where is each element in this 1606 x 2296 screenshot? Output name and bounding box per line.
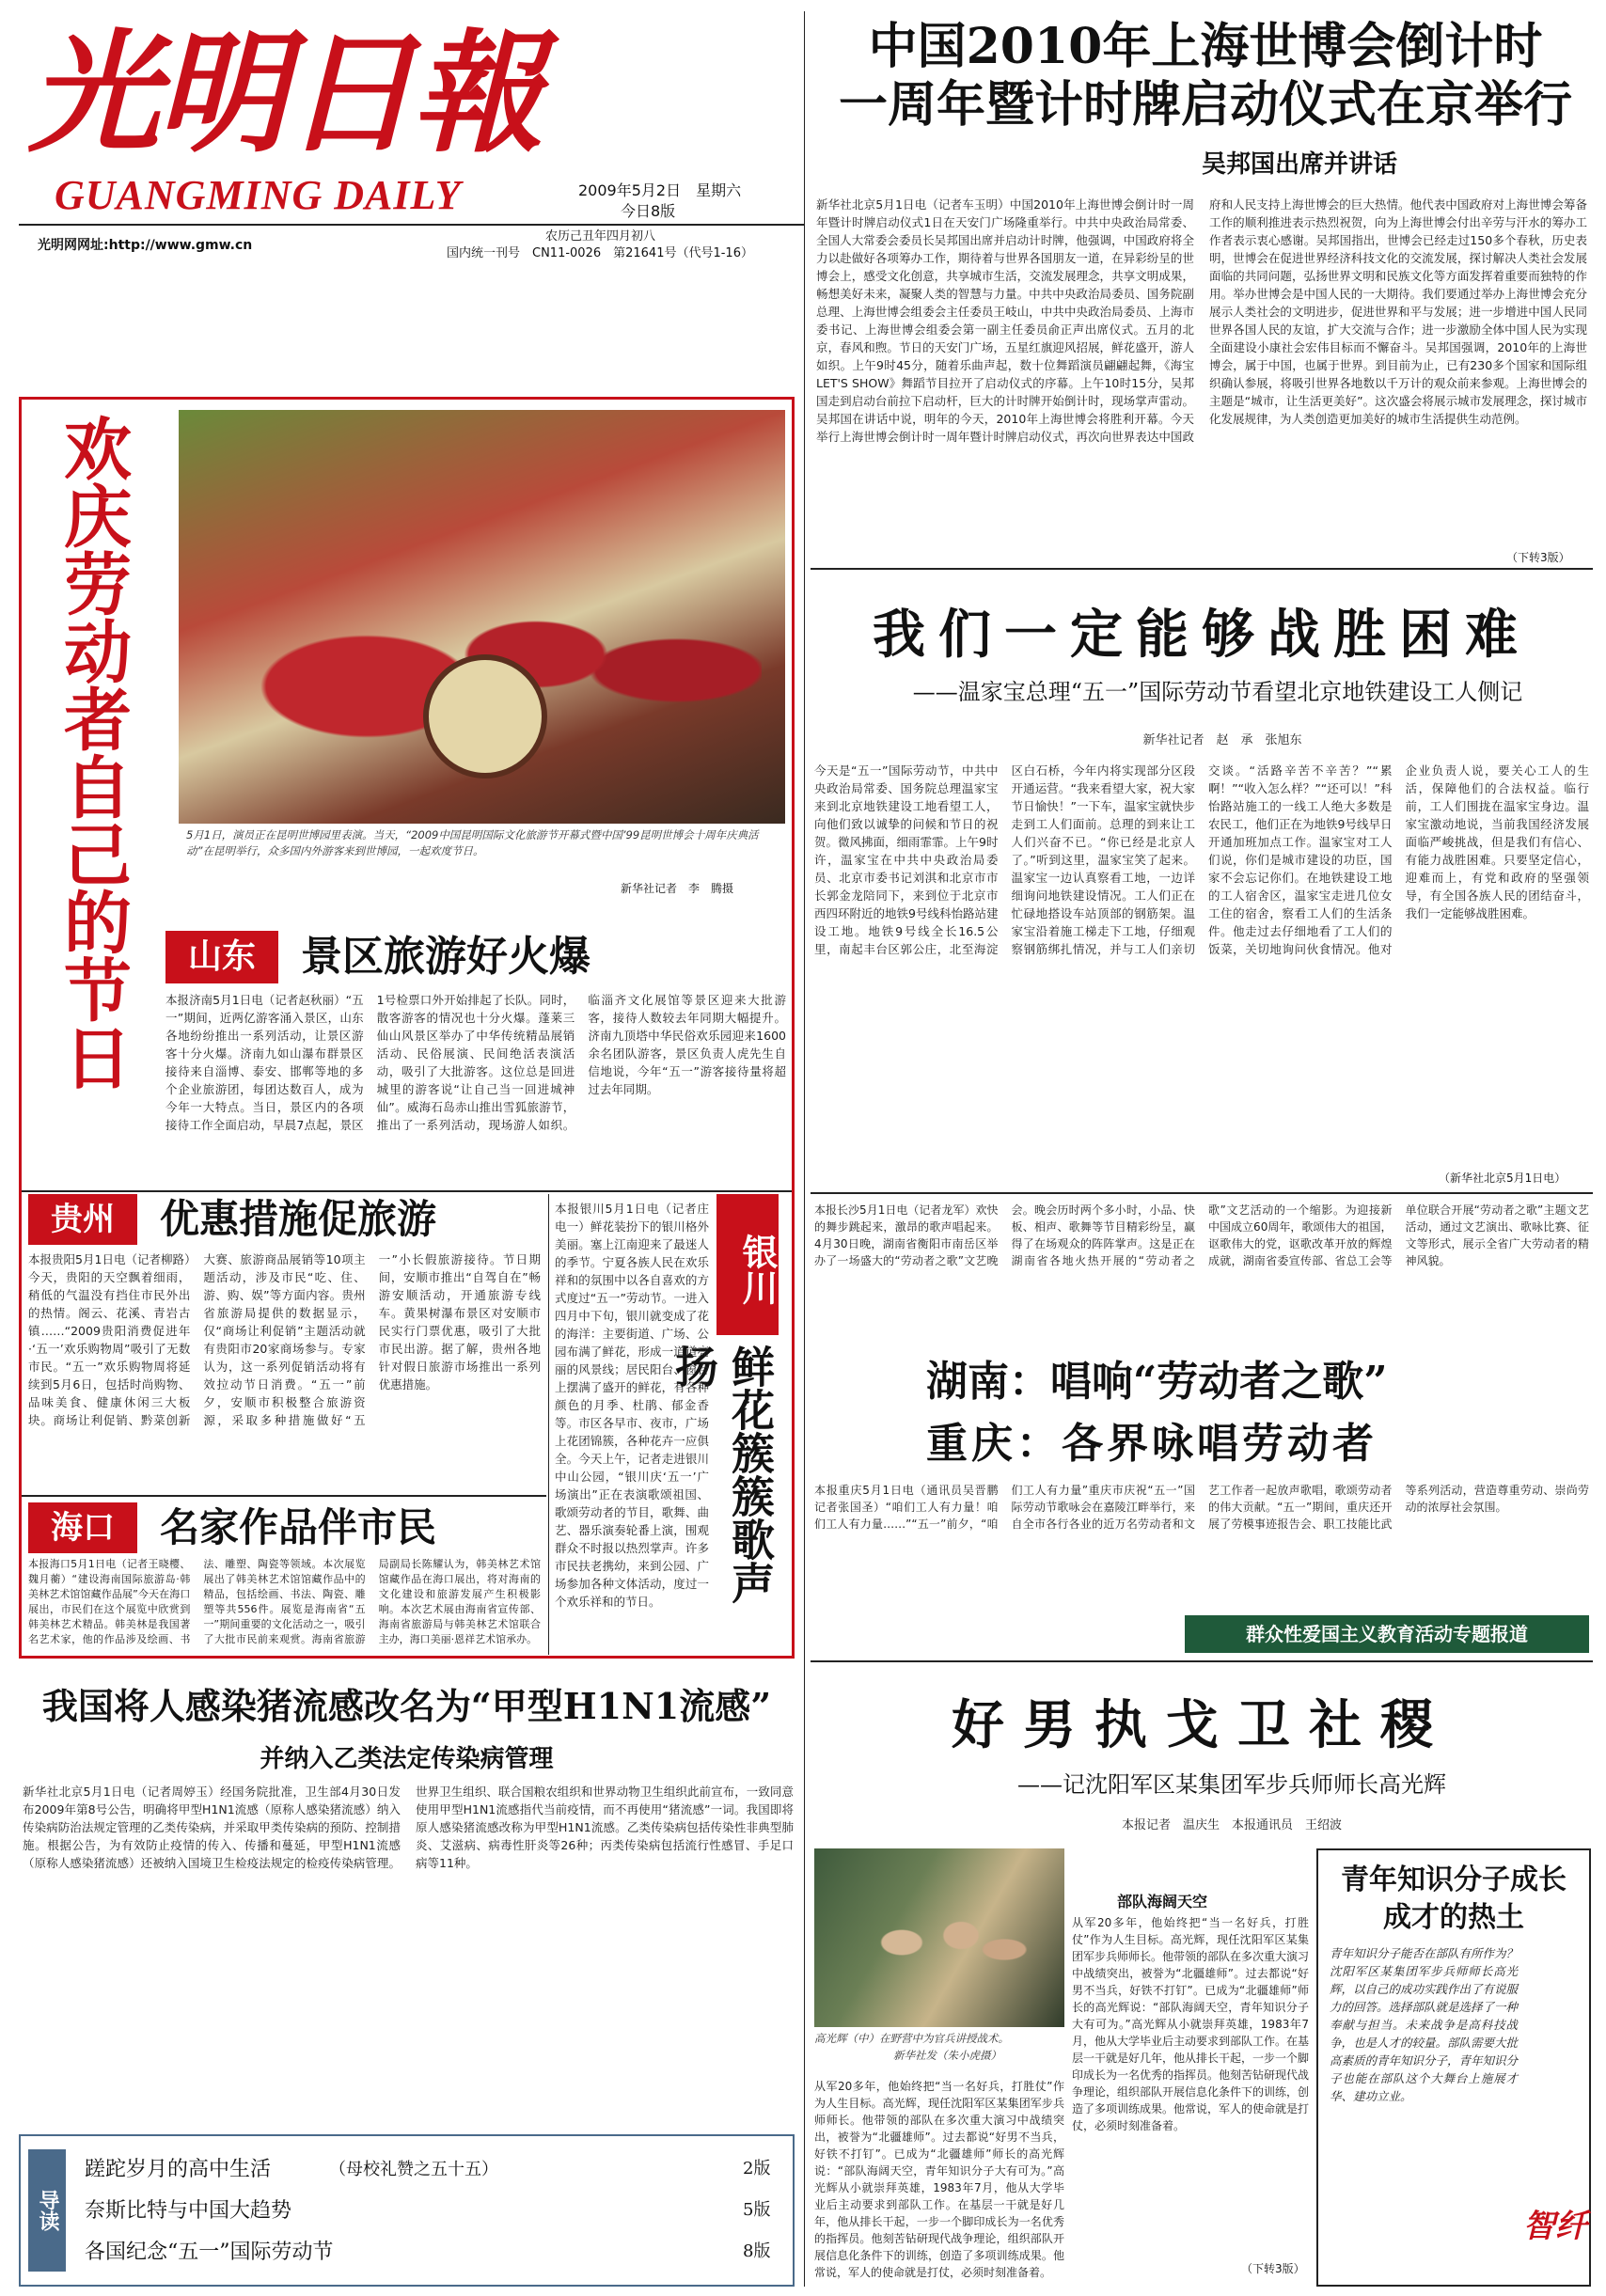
swineflu-title: 我国将人感染猪流感改名为“甲型H1N1流感” — [41, 1685, 772, 1727]
youth-body: 青年知识分子能否在部队有所作为？沈阳军区某集团军步兵师师长高光辉，以自己的成功实践作出了有说服力的回答。选择部队就是选择了一种奉献与担当。未来战争是高科技战争，也是人才的较量。部队需要大批高素质的青年知识分子，青年知识分子也能在部队这个大舞台上施展才华、建功立业。 — [1330, 1946, 1519, 2103]
shandong-body: 本报济南5月1日电（记者赵秋丽）“五一”期间，近两亿游客涌入景区，山东各地纷纷推出一系列活动，让景区游客十分火爆。济南九如山瀑布群景区接待来自淄博、泰安、邯郸等地的多个企业旅游团，每团达数百人，成为今年一大特点。当日，景区内的各项接待工作全面启动，早晨7点起，景区1号检票口外开始排起了长队。同时，散客游客的情况也十分火爆。蓬莱三仙山风景区举办了中华传统精品展销活动、民俗展演、民间绝活表演活动，吸引了大批游客。这位总是回进城里的游客说“让自己当一回进城神仙”。威海石岛赤山推出雪狐旅游节，推出了一系列活动，现场游人如织。临淄齐文化展馆等景区迎来大批游客，接待人数较去年同期大幅提升。济南九顶塔中华民俗欢乐园迎来1600余名团队游客，景区负责人虎先生自信地说，今年“五一”游客接待量将超过去年同期。 — [165, 993, 786, 1132]
patriotic-banner: 群众性爱国主义教育活动专题报道 — [1185, 1615, 1589, 1653]
expo-title-1: 中国2010年上海世博会倒计时 — [868, 18, 1543, 75]
shandong-title: 景区旅游好火爆 — [301, 933, 590, 981]
guizhou-tag: 贵州 — [28, 1194, 137, 1245]
hero-continued: （下转3版） — [1241, 2262, 1305, 2275]
hero-title: 好男执戈卫社稷 — [952, 1694, 1452, 1756]
hero-section-title: 部队海阔天空 — [1117, 1893, 1208, 1911]
hero-caption: 高光辉（中）在野营中为官兵讲授战术。 — [814, 2032, 1009, 2045]
hero-photo — [814, 1848, 1064, 2027]
expo-body: 新华社北京5月1日电（记者车玉明）中国2010年上海世博会倒计时一周年暨计时牌启动仪式1日在天安门广场隆重举行。中共中央政治局常委、全国人大常委会委员长吴邦国出席并启动计时牌，他强调，中国政府将全力以赴做好各项筹办工作，期待着与世界各国朋友一道，在异彩纷呈的世博会上，感受文化创意，共享城市生活，交流发展理念，共享文明成果，畅想美好未来，凝聚人类的智慧与力量。中共中央政治局委员、国务院副总理、上海世博会组委会主任委员王岐山，中共中央政治局委员、上海市委书记、上海世博会组委会第一副主任委员俞正声出席仪式。五月的北京，春风和煦。节日的天安门广场，五星红旗迎风招展，鲜花盛开，游人如织。上午9时45分，随着乐曲声起，数十位舞蹈演员翩翩起舞，《海宝LET'S SHOW》舞蹈节目拉开了启动仪式的序幕。上午10时15分，吴邦国走到启动台前拉下启动杆，巨大的计时牌开始倒计时，现场掌声雷动。吴邦国在讲话中说，明年的今天，2010年上海世博会将胜利开幕。今天举行上海世博会倒计时一周年暨计时牌启动仪式，再次向世界表达中国政府和人民支持上海世博会的巨大热情。他代表中国政府对上海世博会筹备工作的顺利推进表示热烈祝贺，向为上海世博会付出辛劳与汗水的筹办工作者表示衷心感谢。吴邦国指出，世博会已经走过150多个春秋，历史表明，世博会在促进世界经济科技文化的交流发展，探讨解决人类社会发展面临的共同问题，弘扬世界文明和民族文化等方面发挥着重要而独特的作用。举办世博会是中国人民的一大期待。我们要通过举办上海世博会充分展示人类社会的文明进步，促进世界和平与发展；进一步增进中国人民同世界各国人民的友谊，扩大交流与合作；进一步激励全体中国人民为实现全面建设小康社会宏伟目标而不懈奋斗。吴邦国强调，2010年的上海世博会，属于中国，也属于世界。到目前为止，已有230多个国家和国际组织确认参展，将吸引世界各地数以千万计的观众前来参观。上海世博会的主题是“城市，让生活更美好”。这次盛会将展示城市发展理念，探讨城市化发展规律，为人类创造更加美好的城市生活提供生动范例。 — [816, 197, 1587, 444]
right-divider-1 — [811, 568, 1593, 570]
hunan-body: 本报长沙5月1日电（记者龙军）欢快的舞步跳起来，激昂的歌声唱起来。4月30日晚，湖南省衡阳市南岳区举办了一场盛大的“劳动者之歌”文艺晚会。晚会历时两个多小时，小品、快板、相声、歌舞等节目精彩纷呈，赢得了在场观众的阵阵掌声。这是正在湖南省各地火热开展的“劳动者之歌”文艺活动的一个缩影。为迎接新中国成立60周年，歌颂伟大的祖国，讴歌伟大的党，讴歌改革开放的辉煌成就，湖南省委宣传部、省总工会等单位联合开展“劳动者之歌”主题文艺活动，通过文艺演出、歌咏比赛、征文等形式，展示全省广大劳动者的精神风貌。 — [814, 1203, 1589, 1267]
haikou-body: 本报海口5月1日电（记者王晓樱、魏月蘅）“建设海南国际旅游岛·韩美林艺术馆馆藏作品展”今天在海口展出，市民们在这个展览中欣赏到韩美林艺术精品。韩美林是我国著名艺术家，他的作品涉及绘画、书法、雕塑、陶瓷等领域。本次展览展出了韩美林艺术馆馆藏作品中的精品，包括绘画、书法、陶瓷、雕塑等共556件。展览是海南省“五一”期间重要的文化活动之一，吸引了大批市民前来观赏。海南省旅游局副局长陈耀认为，韩美林艺术馆馆藏作品在海口展出，将对海南的文化建设和旅游发展产生积极影响。本次艺术展由海南省宣传部、海南省旅游局与韩美林艺术馆联合主办，海口美丽·恩祥艺术馆承办。 — [28, 1558, 541, 1645]
guide-item-title: 各国纪念“五一”国际劳动节 — [85, 2241, 334, 2264]
festival-vertical-title: 欢庆劳动者自己的节日 — [53, 414, 133, 1091]
yinchuan-tag: 银川 — [716, 1194, 779, 1335]
soldiers — [842, 1886, 1040, 2027]
festival-photo-credit: 新华社记者 李 腾摄 — [621, 882, 734, 895]
battle-title: 我们一定能够战胜困难 — [873, 604, 1531, 666]
festival-divider-2 — [22, 1495, 546, 1497]
youth-title: 青年知识分子成长成才的热土 — [1341, 1864, 1567, 1934]
yinchuan-divider — [548, 1194, 549, 1655]
drum — [423, 654, 547, 778]
chongqing-title: 重庆：各界咏唱劳动者 — [926, 1420, 1378, 1468]
battle-byline: 新华社记者 赵 承 张旭东 — [1142, 733, 1302, 747]
guide-item-note: （母校礼赞之五十五） — [329, 2160, 498, 2179]
festival-caption: 5月1日，演员正在昆明世博园里表演。当天，“2009中国昆明国际文化旅游节开幕式暨中国’99昆明世博会十周年庆典活动”在昆明举行，众多国内外游客来到世博园，一起欢度节日。 — [186, 828, 759, 857]
shandong-tag: 山东 — [165, 931, 278, 983]
expo-continued: （下转3版） — [1506, 551, 1570, 564]
haikou-tag: 海口 — [28, 1502, 137, 1553]
battle-continued: （新华社北京5月1日电） — [1439, 1172, 1567, 1185]
guide-item-page: 8版 — [743, 2241, 771, 2261]
chongqing-body: 本报重庆5月1日电（通讯员吴晋鹏 记者张国圣）“咱们工人有力量！咱们工人有力量……”“五一”前夕，“咱们工人有力量”重庆市庆祝“五一”国际劳动节歌咏会在嘉陵江畔举行，来自全市各行各业的近万名劳动者和文艺工作者一起放声歌唱，歌颂劳动者的伟大贡献。“五一”期间，重庆还开展了劳模事迹报告会、职工技能比武等系列活动，营造尊重劳动、崇尚劳动的浓厚社会氛围。 — [814, 1484, 1589, 1531]
issue-date: 2009年5月2日 星期六 — [578, 181, 742, 199]
right-divider-3 — [811, 1660, 1593, 1662]
guide-item-page: 5版 — [743, 2200, 771, 2220]
swineflu-body: 新华社北京5月1日电（记者周婷玉）经国务院批准，卫生部4月30日发布2009年第8号公告，明确将甲型H1N1流感（原称人感染猪流感）纳入传染病防治法规定管理的乙类传染病，并采取甲类传染病的预防、控制措施。根据公告，为有效防止疫情的传入、传播和蔓延，甲型H1N1流感（原称人感染猪流感）还被纳入国境卫生检疫法规定的检疫传染病管理。世界卫生组织、联合国粮农组织和世界动物卫生组织此前宣布，一致同意使用甲型H1N1流感指代当前疫情，而不再使用“猪流感”一词。我国即将原人感染猪流感改称为甲型H1N1流感。乙类传染病包括传染性非典型肺炎、艾滋病、病毒性肝炎等26种；丙类传染病包括流行性感冒、手足口病等11种。 — [23, 1785, 794, 1870]
yinchuan-title: 鲜花簇簇歌声扬 — [669, 1345, 776, 1604]
expo-subtitle: 吴邦国出席并讲话 — [1201, 150, 1397, 179]
lunar-date: 农历己丑年四月初八 — [545, 229, 656, 244]
guide-item-title: 奈斯比特与中国大趋势 — [85, 2199, 292, 2223]
festival-photo — [179, 410, 785, 824]
haikou-title: 名家作品伴市民 — [160, 1504, 437, 1550]
masthead-rule — [19, 224, 804, 226]
masthead — [19, 11, 804, 260]
guide-item-1[interactable] — [85, 2153, 780, 2185]
guizhou-body: 本报贵阳5月1日电（记者柳路）今天，贵阳的天空飘着细雨，稍低的气温没有挡住市民外出的热情。阁云、花溪、青岩古镇……“2009贵阳消费促进年·‘五一’欢乐购物周”吸引了无数市民。“五一”欢乐购物周将延续到5月6日，包括时尚购物、品味美食、健康休闲三大板块。商场让利促销、黔菜创新大赛、旅游商品展销等10项主题活动，涉及市民“吃、住、游、购、娱”等方面内容。贵州省旅游局提供的数据显示，仅“商场让利促销”主题活动就有贵阳市20家商场参与。专家认为，这一系列促销活动将有效拉动节日消费。“五一”前夕，安顺市积极整合旅游资源，采取多种措施做好“五一”小长假旅游接待。节日期间，安顺市推出“自驾自在”畅游安顺活动，开通旅游专线车。黄果树瀑布景区对安顺市民实行门票优惠，吸引了大批市民出游。据了解，贵州各地针对假日旅游市场推出一系列优惠措施。 — [28, 1252, 541, 1427]
battle-subtitle: ——温家宝总理“五一”国际劳动节看望北京地铁建设工人侧记 — [912, 679, 1523, 705]
hunan-title: 湖南：唱响“劳动者之歌” — [926, 1358, 1388, 1406]
guizhou-title: 优惠措施促旅游 — [160, 1196, 437, 1242]
issue-number: 国内统一刊号 CN11-0026 第21641号（代号1-16） — [447, 246, 753, 260]
guide-item-title: 蹉跎岁月的高中生活 — [85, 2158, 272, 2181]
hero-photo-credit: 新华社发（朱小虎摄） — [893, 2049, 1001, 2062]
masthead-english: GUANGMING DAILY — [55, 172, 462, 218]
hero-body: 从军20多年，他始终把“当一名好兵，打胜仗”作为人生目标。高光辉，现任沈阳军区某集团军步兵师师长。他带领的部队在多次重大演习中战绩突出，被誉为“北疆雄师”。过去都说“好男不当兵，好铁不打钉”。已成为“北疆雄师”师长的高光辉说：“部队海阔天空，青年知识分子大有可为。”高光辉从小就崇拜英雄，1983年7月，他从大学毕业后主动要求到部队工作。在基层一干就是好几年，他从排长干起，一步一个脚印成长为一名优秀的指挥员。他刻苦钻研现代战争理论，组织部队开展信息化条件下的训练，创造了多项训练成果。他常说，军人的使命就是打仗，必须时刻准备着。 — [1072, 1916, 1310, 2132]
guide-item-2[interactable] — [85, 2194, 780, 2226]
corner-logo: 智纤 — [1523, 2208, 1587, 2245]
hero-byline: 本报记者 温庆生 本报通讯员 王绍波 — [1121, 1818, 1342, 1832]
hero-subtitle: ——记沈阳军区某集团军步兵师师长高光辉 — [1017, 1771, 1446, 1798]
battle-body: 今天是“五一”国际劳动节，中共中央政治局常委、国务院总理温家宝来到北京地铁建设工地看望工人，向他们致以诚挚的问候和节日的祝贺。微风拂面，细雨霏霏。上午9时许，温家宝在中共中央政治局委员、北京市委书记刘淇和北京市市长郭金龙陪同下，来到位于北京市西四环附近的地铁9号线科怡路站建设工地。地铁9号线全长16.5公里，南起丰台区郭公庄，北至海淀区白石桥，今年内将实现部分区段开通运营。“我来看望大家，祝大家节日愉快！”一下车，温家宝就快步走到工人们面前。总理的到来让工人们兴奋不已。“你已经是北京人了。”听到这里，温家宝笑了起来。温家宝一边认真察看工地，一边详细询问地铁建设情况。工人们正在忙碌地搭设车站顶部的钢筋架。温家宝沿着施工梯走下工地，仔细观察钢筋绑扎情况，并与工人们亲切交谈。“活路辛苦不辛苦？”“累啊！”“收入怎么样？”“还可以！”科怡路站施工的一线工人绝大多数是农民工，他们正在为地铁9号线早日开通加班加点工作。温家宝对工人们说，你们是城市建设的功臣，国家不会忘记你们。在地铁建设工地的工人宿舍区，温家宝走进几位女工住的宿舍，察看工人们的生活条件。他走过去仔细地看了工人们的饭菜，关切地询问伙食情况。他对企业负责人说，要关心工人的生活，保障他们的合法权益。临行前，工人们围拢在温家宝身边。温家宝激动地说，当前我国经济发展面临严峻挑战，但是我们有信心、有能力战胜困难。只要坚定信心，迎难而上，有党和政府的坚强领导，有全国各族人民的团结奋斗，我们一定能够战胜困难。 — [814, 763, 1589, 956]
masthead-logo: 光明日報 — [28, 17, 541, 171]
expo-article — [811, 11, 1593, 566]
right-divider-2 — [811, 1192, 1593, 1194]
guide-item-3[interactable] — [85, 2236, 780, 2268]
page-column-divider — [804, 11, 805, 2287]
yinchuan-body: 本报银川5月1日电（记者庄电一）鲜花装扮下的银川格外美丽。塞上江南迎来了最迷人的季节。宁夏各族人民在欢乐祥和的氛围中以各自喜欢的方式度过“五一”劳动节。一进入四月中下旬，银川就变成了花的海洋：主要街道、广场、公园布满了鲜花，形成一道道亮丽的风景线；居民阳台、窗台上摆满了盛开的鲜花，有各种颜色的月季、杜鹃、郁金香等。市区各早市、夜市，广场上花团锦簇，各种花卉一应俱全。今天上午，记者走进银川中山公园，“银川庆‘五一’广场演出”正在表演歌颂祖国、歌颂劳动者的节目，歌舞、曲艺、器乐演奏轮番上演，围观群众不时报以热烈掌声。许多市民扶老携幼，来到公园、广场参加各种文体活动，度过一个欢乐祥和的节日。 — [555, 1202, 709, 1609]
guide-item-page: 2版 — [743, 2159, 771, 2178]
swineflu-subtitle: 并纳入乙类法定传染病管理 — [260, 1745, 554, 1773]
hero-body-lower: 从军20多年，他始终把“当一名好兵，打胜仗”作为人生目标。高光辉，现任沈阳军区某集团军步兵师师长。他带领的部队在多次重大演习中战绩突出，被誉为“北疆雄师”。过去都说“好男不当兵，好铁不打钉”。已成为“北疆雄师”师长的高光辉说：“部队海阔天空，青年知识分子大有可为。”高光辉从小就崇拜英雄，1983年7月，他从大学毕业后主动要求到部队工作。在基层一干就是好几年，他从排长干起，一步一个脚印成长为一名优秀的指挥员。他刻苦钻研现代战争理论，组织部队开展信息化条件下的训练，创造了多项训练成果。他常说，军人的使命就是打仗，必须时刻准备着。 — [814, 2080, 1064, 2279]
guide-label: 导读 — [28, 2149, 66, 2272]
website-link[interactable]: 光明网网址:http://www.gmw.cn — [38, 238, 253, 253]
expo-title-2: 一周年暨计时牌启动仪式在京举行 — [838, 76, 1572, 134]
page-count: 今日8版 — [621, 202, 676, 220]
